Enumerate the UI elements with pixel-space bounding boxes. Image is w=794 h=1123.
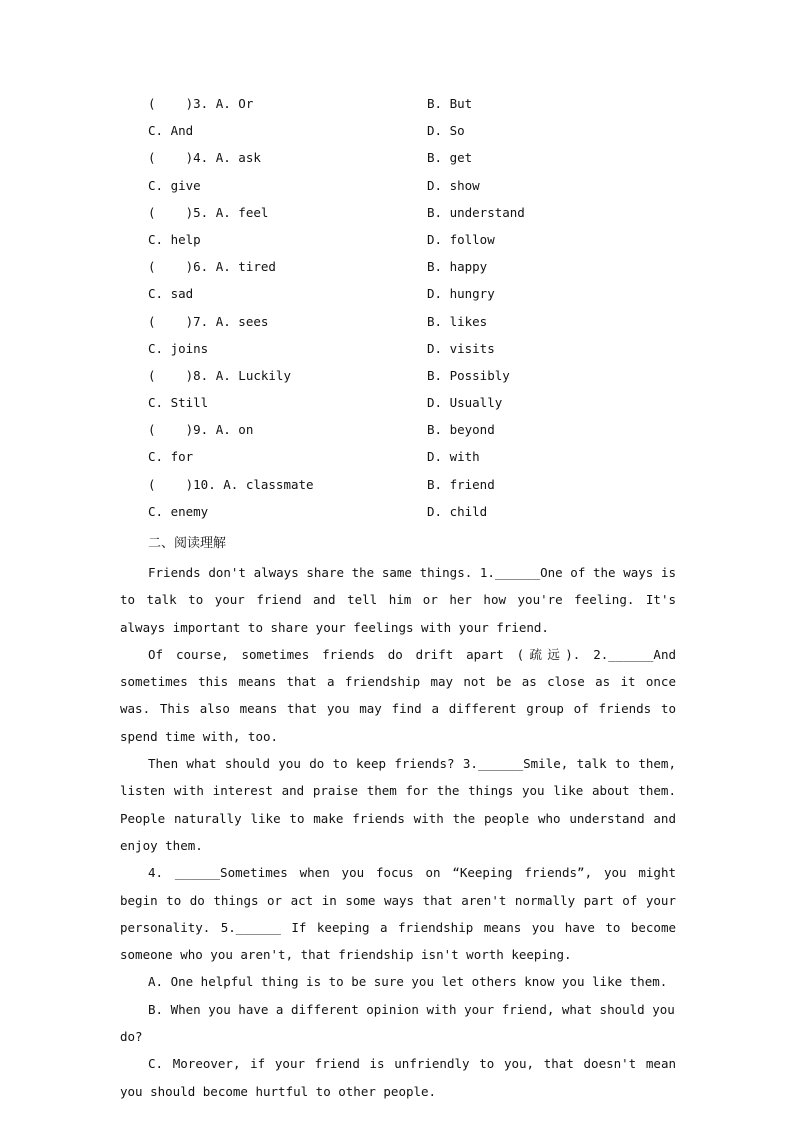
choice-row — [148, 368, 708, 395]
choice-right: B. Possibly — [427, 367, 510, 383]
choice-right: D. with — [427, 449, 480, 465]
choice-row — [148, 123, 708, 150]
choice-row — [148, 314, 708, 341]
choice-left: ( )6. A. tired — [148, 259, 276, 275]
choice-left: C. give — [148, 177, 201, 193]
choice-left: C. sad — [148, 286, 194, 302]
choice-left: ( )9. A. on — [148, 422, 254, 438]
choice-left: C. joins — [148, 340, 209, 356]
choice-row — [148, 286, 708, 313]
choice-left: ( )8. A. Luckily — [148, 367, 291, 383]
choice-right: D. So — [427, 123, 465, 139]
passage-paragraph: Friends don't always share the same things. 1.______One of the ways is to talk to your friend and tell him or her how you're feeling. It's always important to share your feelings with your friend. — [120, 565, 676, 635]
choice-right: B. beyond — [427, 422, 495, 438]
choice-right: D. visits — [427, 340, 495, 356]
choice-row — [148, 341, 708, 368]
answer-option: B. When you have a different opinion with your friend, what should you do? — [120, 1001, 675, 1045]
choice-left: C. Still — [148, 395, 209, 411]
choice-left: C. help — [148, 231, 201, 247]
choice-row — [148, 449, 708, 476]
choice-row — [148, 96, 708, 123]
section-title: 二、阅读理解 — [148, 536, 227, 551]
passage-paragraph: 4. ______Sometimes when you focus on “Keeping friends”, you might begin to do things or act in some ways that aren't normally part of your personality. 5.______ If keeping a friendship means you have to become someone who you aren't, that friendship isn't worth keeping. — [120, 865, 676, 963]
choice-row — [148, 205, 708, 232]
choice-right: B. understand — [427, 204, 525, 220]
choice-left: C. for — [148, 449, 194, 465]
choice-left: ( )5. A. feel — [148, 204, 269, 220]
choice-right: D. show — [427, 177, 480, 193]
choice-left: ( )7. A. sees — [148, 313, 269, 329]
choice-right: B. friend — [427, 476, 495, 492]
choice-row — [148, 178, 708, 205]
choice-row — [148, 422, 708, 449]
choice-right: D. child — [427, 503, 488, 519]
passage-paragraph: Then what should you do to keep friends? 3.______Smile, talk to them, listen with interest and praise them for the things you like about them. People naturally like to make friends with the people who understand and enjoy them. — [120, 756, 676, 853]
reading-passage — [120, 559, 676, 1105]
choice-row — [148, 150, 708, 177]
choice-left: C. enemy — [148, 503, 209, 519]
answer-option: A. One helpful thing is to be sure you let others know you like them. — [148, 974, 668, 990]
choice-right: D. Usually — [427, 395, 503, 411]
choice-row — [148, 232, 708, 259]
choice-right: B. But — [427, 96, 473, 111]
choice-right: B. happy — [427, 259, 488, 275]
choice-right: B. likes — [427, 313, 488, 329]
choice-list — [148, 96, 708, 531]
choice-row — [148, 259, 708, 286]
choice-right: D. follow — [427, 231, 495, 247]
choice-left: ( )10. A. classmate — [148, 476, 314, 492]
choice-row — [148, 477, 708, 504]
passage-paragraph: Of course, sometimes friends do drift apart (疏远). 2.______And sometimes this means that a friendship may not be as close as it once was. This also means that you may find a different group of friends to spend time with, too. — [120, 646, 676, 744]
choice-row — [148, 395, 708, 422]
choice-right: D. hungry — [427, 286, 495, 302]
choice-left: ( )3. A. Or — [148, 96, 254, 111]
choice-left: ( )4. A. ask — [148, 150, 261, 166]
choice-left: C. And — [148, 123, 194, 139]
choice-row — [148, 504, 708, 531]
choice-right: B. get — [427, 150, 473, 166]
answer-option: C. Moreover, if your friend is unfriendly to you, that doesn't mean you should become hurtful to other people. — [120, 1056, 676, 1099]
